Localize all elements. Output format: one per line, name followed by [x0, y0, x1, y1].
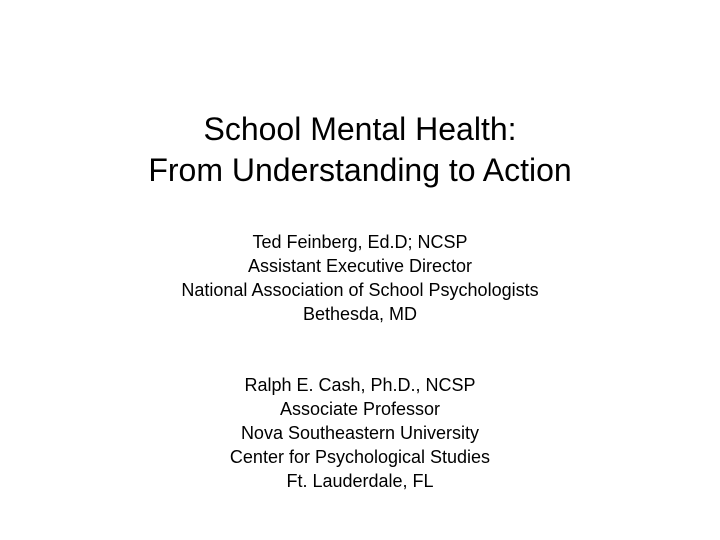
presenter-1-organization: National Association of School Psychologists: [181, 280, 539, 300]
presenter-1-position: Assistant Executive Director: [247, 256, 473, 276]
presenter-1-block: [0, 230, 720, 326]
presenter-2-position: Associate Professor: [279, 399, 441, 419]
presenter-2-organization: Nova Southeastern University: [240, 423, 480, 443]
presenter-1-location: Bethesda, MD: [302, 304, 418, 324]
presenter-2-department: Center for Psychological Studies: [229, 447, 491, 467]
title-line-1: School Mental Health:: [203, 111, 517, 147]
presenter-1-name: Ted Feinberg, Ed.D; NCSP: [252, 232, 468, 252]
presenter-2-name: Ralph E. Cash, Ph.D., NCSP: [244, 375, 476, 395]
slide-title: [0, 109, 720, 191]
title-line-2: From Understanding to Action: [148, 152, 572, 188]
presenter-2-block: [0, 373, 720, 493]
presenter-2-location: Ft. Lauderdale, FL: [286, 471, 434, 491]
